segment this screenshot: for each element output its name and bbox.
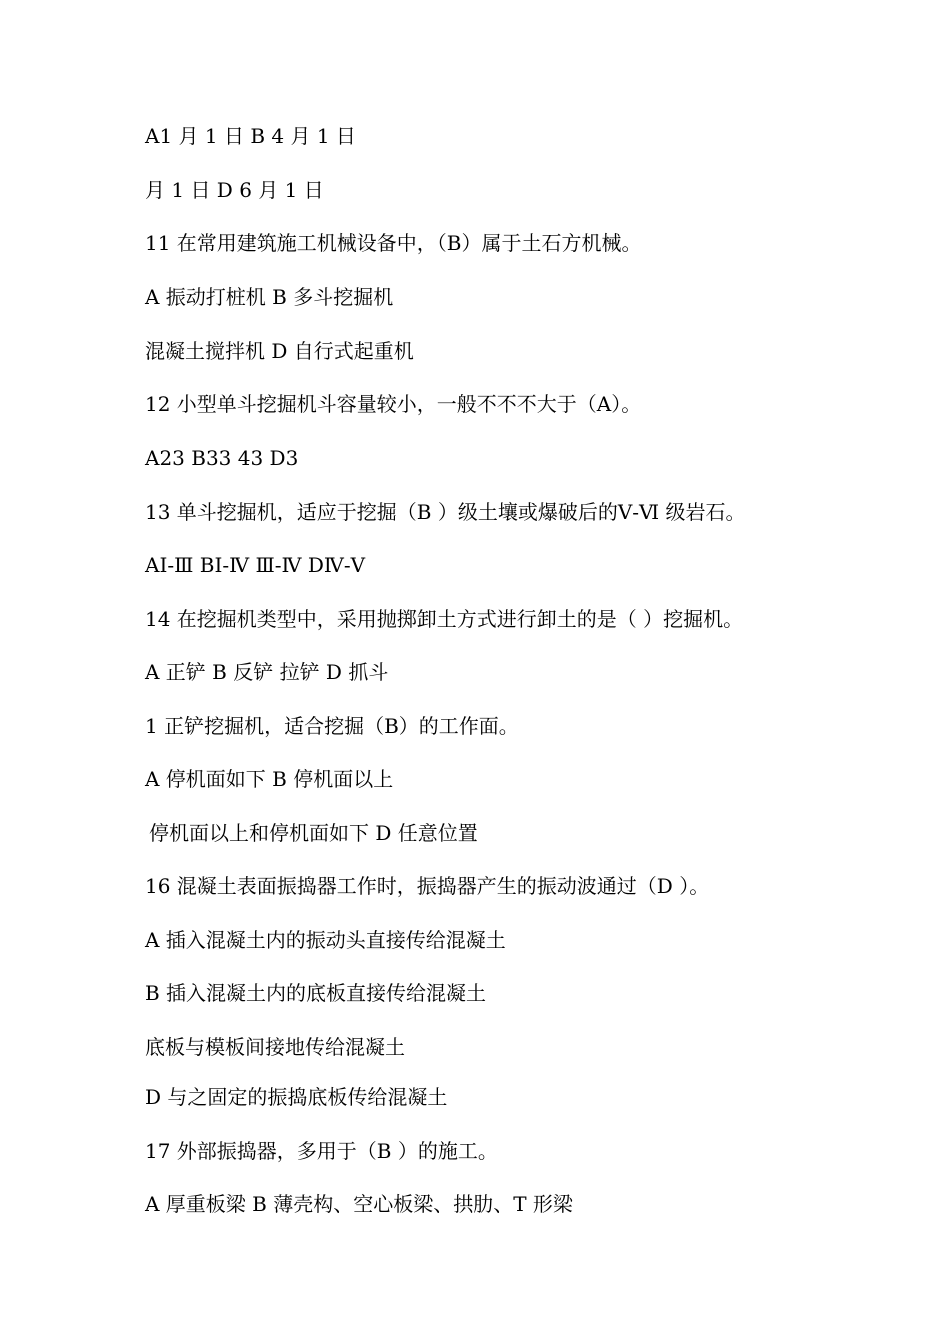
option-d: D 与之固定的振捣底板传给混凝土 xyxy=(145,1085,448,1109)
option-c: 底板与模板间接地传给混凝土 xyxy=(145,1035,405,1059)
text-line: A1 月 1 日 B 4 月 1 日 xyxy=(145,124,356,148)
text-line: 月 1 日 D 6 月 1 日 xyxy=(145,178,324,202)
question-15: 1 正铲挖掘机，适合挖掘（B）的工作面。 xyxy=(145,714,519,738)
option-a: A 插入混凝土内的振动头直接传给混凝土 xyxy=(145,928,506,952)
options-line: A 振动打桩机 B 多斗挖掘机 xyxy=(145,285,394,309)
options-line: A 厚重板梁 B 薄壳构、空心板梁、拱肋、T 形梁 xyxy=(145,1192,573,1216)
options-line: A 正铲 B 反铲 拉铲 D 抓斗 xyxy=(145,660,389,684)
options-line: A23 B33 43 D3 xyxy=(145,446,299,470)
question-11: 11 在常用建筑施工机械设备中，（B）属于土石方机械。 xyxy=(145,231,642,255)
question-16: 16 混凝土表面振捣器工作时，振捣器产生的振动波通过（D ）。 xyxy=(145,874,710,898)
question-13: 13 单斗挖掘机，适应于挖掘（B ）级土壤或爆破后的Ⅴ-Ⅵ 级岩石。 xyxy=(145,500,746,524)
option-b: B 插入混凝土内的底板直接传给混凝土 xyxy=(145,981,487,1005)
options-line: 混凝土搅拌机 D 自行式起重机 xyxy=(145,339,414,363)
question-17: 17 外部振捣器，多用于（B ）的施工。 xyxy=(145,1139,498,1163)
question-12: 12 小型单斗挖掘机斗容量较小，一般不不不大于（A）。 xyxy=(145,392,642,416)
options-line: 停机面以上和停机面如下 D 任意位置 xyxy=(149,821,478,845)
question-14: 14 在挖掘机类型中，采用抛掷卸土方式进行卸土的是（ ）挖掘机。 xyxy=(145,607,744,631)
options-line: A 停机面如下 B 停机面以上 xyxy=(145,767,394,791)
options-line: AⅠ-Ⅲ BⅠ-Ⅳ Ⅲ-Ⅳ DⅣ-Ⅴ xyxy=(145,553,366,577)
